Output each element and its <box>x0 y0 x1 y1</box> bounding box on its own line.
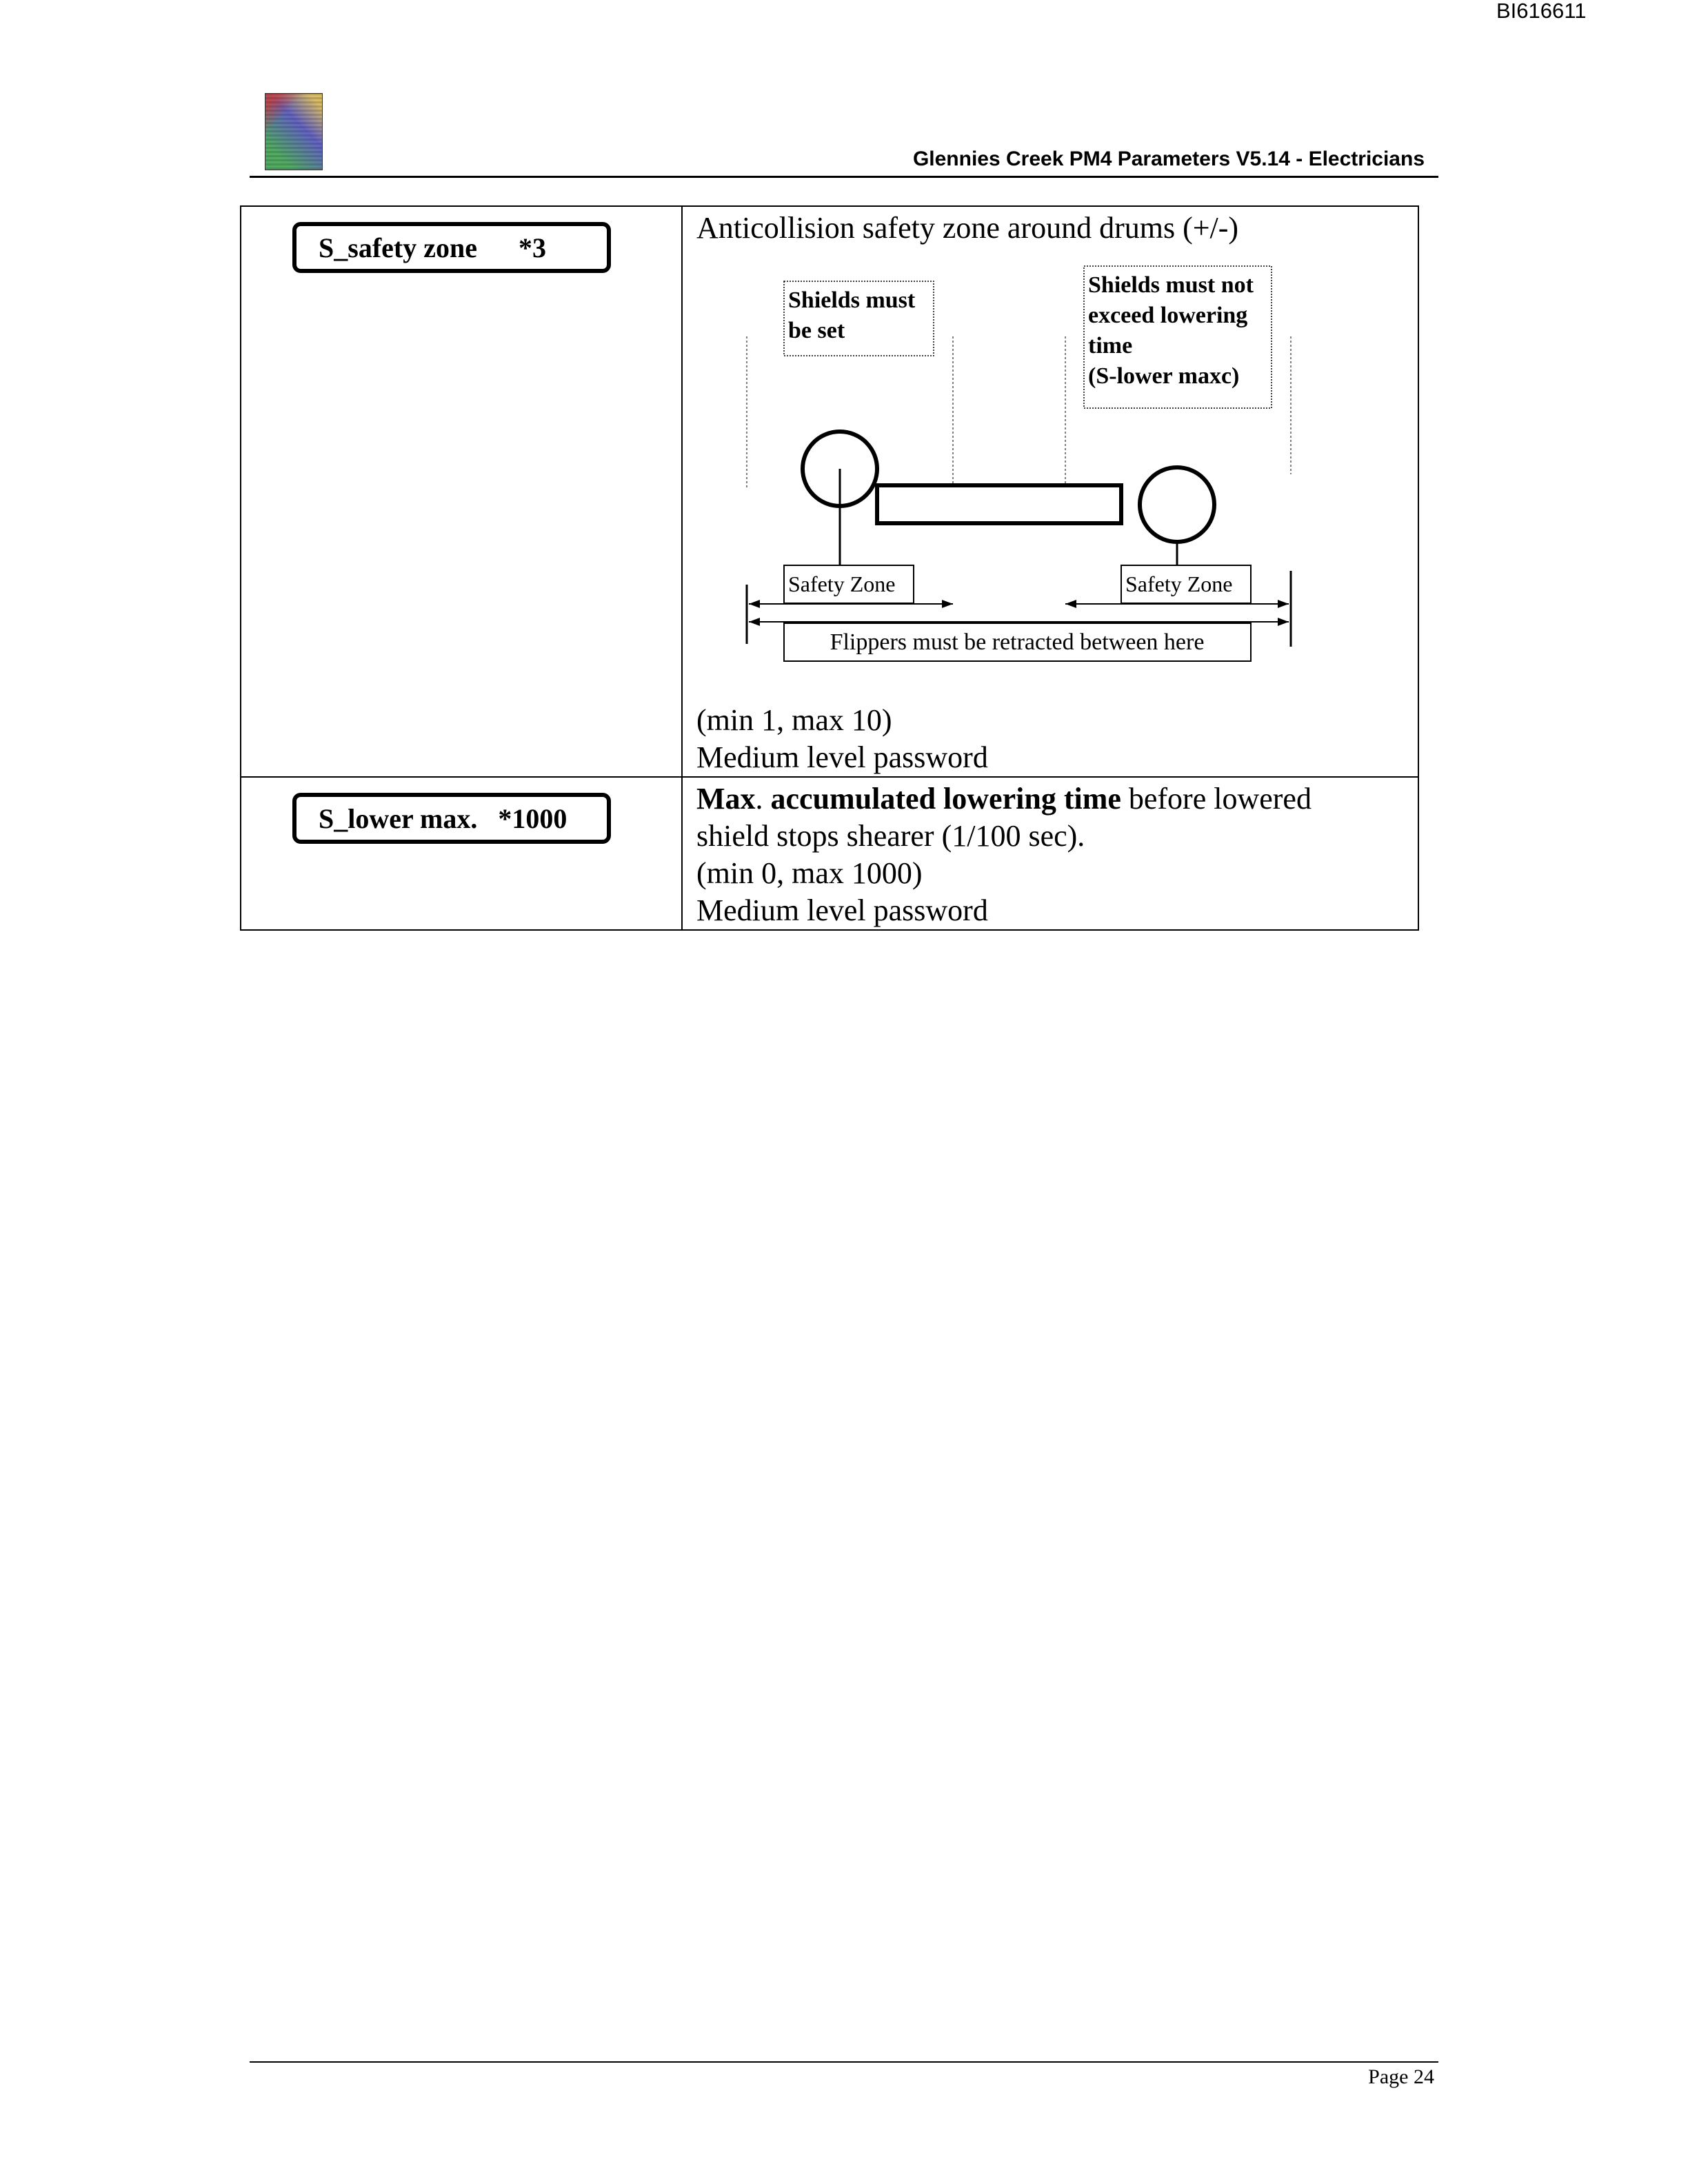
description-dot: . <box>755 782 771 816</box>
param-name-cell <box>241 206 682 777</box>
range-text: (min 1, max 10) <box>696 703 892 737</box>
safety-zone-label-right: Safety Zone <box>1125 572 1233 596</box>
header-title: Glennies Creek PM4 Parameters V5.14 - Electricians <box>912 148 1425 170</box>
table-row <box>241 777 1418 930</box>
description-bold: Max <box>696 782 756 816</box>
note-right-line: (S-lower maxc) <box>1088 363 1240 389</box>
note-right-line: exceed lowering <box>1088 303 1248 328</box>
param-description-cell <box>682 206 1418 777</box>
description-rest: before lowered <box>1121 782 1312 816</box>
note-left-line: be set <box>788 318 845 343</box>
note-left-line: Shields must <box>788 287 916 313</box>
password-text: Medium level password <box>696 893 988 927</box>
param-label-box: S_safety zone *3 <box>292 222 611 273</box>
shearer-body <box>877 485 1121 523</box>
description-text-line2: shield stops shearer (1/100 sec). <box>696 819 1085 853</box>
flippers-label: Flippers must be retracted between here <box>830 629 1205 655</box>
page-number: Page 24 <box>1368 2065 1434 2088</box>
range-text: (min 0, max 1000) <box>696 856 923 890</box>
document-id: BI616611 <box>1496 0 1587 23</box>
param-label-box: S_lower max. *1000 <box>292 793 611 844</box>
password-text: Medium level password <box>696 740 988 774</box>
description-text: Anticollision safety zone around drums (+/-) <box>696 211 1239 245</box>
table-row <box>241 206 1418 777</box>
drum-right <box>1140 467 1214 542</box>
parameters-table <box>240 205 1419 931</box>
header-rule <box>250 176 1438 178</box>
param-name-cell <box>241 777 682 930</box>
company-logo <box>265 93 323 170</box>
description-bold: accumulated lowering time <box>770 782 1121 816</box>
description-text <box>696 780 1418 818</box>
note-right-line: Shields must not <box>1088 272 1254 298</box>
footer-rule <box>250 2061 1438 2063</box>
note-right-line: time <box>1088 333 1133 358</box>
param-description-cell <box>682 777 1418 930</box>
safety-zone-label-left: Safety Zone <box>788 572 896 596</box>
safety-zone-diagram <box>696 247 1317 702</box>
